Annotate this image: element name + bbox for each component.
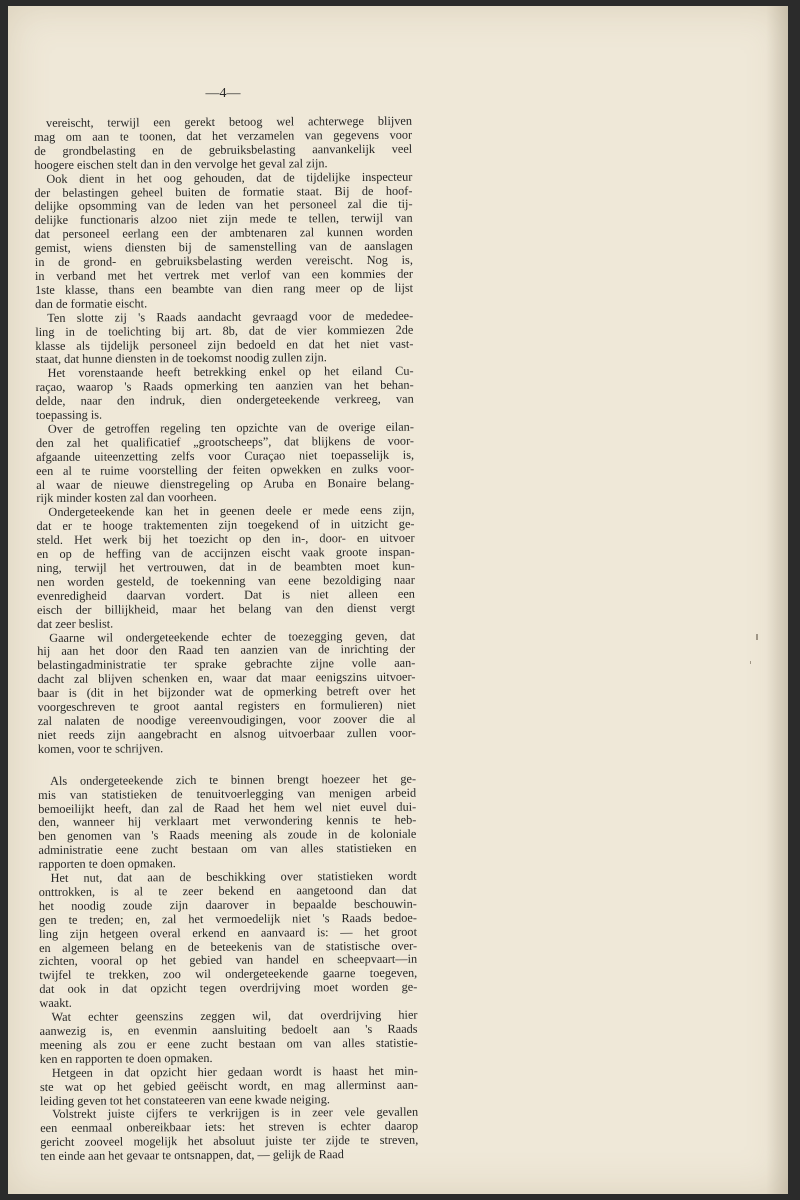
paragraph [39, 870, 418, 1011]
text-line: Hetgeen in dat opzicht hier gedaan wordt is haast het min- [51, 1063, 418, 1080]
text-line: meening als zou er eene zucht bestaan om van alles statistie- [39, 1035, 418, 1052]
text-line: Over de getroffen regeling ten opzichte van de overige eilan- [47, 419, 414, 436]
text-line: niet reeds zijn aangebracht en alsnog uitvoerbaar zullen voor- [37, 725, 416, 742]
text-line: gemist, wiens diensten bij de samenstelling van de aanslagen [34, 238, 413, 256]
text-line: Het vorenstaande heeft betrekking enkel op het eiland Cu- [47, 363, 414, 381]
text-line: hoogere eischen stelt dan in den vervolge het geval zal zijn. [34, 155, 328, 172]
text-line: Als ondergeteekende zich te binnen brengt hoezeer het ge- [50, 771, 417, 788]
text-line: zal nalaten de noodige vereenvoudigingen, voor zoover die al [37, 711, 416, 728]
text-line: bemoeilijkt heeft, dan zal de Raad het hem wel niet euvel dui- [38, 799, 417, 816]
text-line: eisch der billijkheid, maar het belang van den dienst vergt [36, 600, 416, 617]
text-line: gen te treden; en, zal het vermoedelijk niet 's Raads bedoe- [38, 910, 417, 927]
text-line: nen worden gesteld, de toekenning van eene bezoldiging naar [36, 572, 415, 589]
paragraph [36, 365, 414, 423]
text-line: en algemeen belang en de beteekenis van de statistische over- [39, 938, 418, 955]
text-line: afgaande uiteenzetting zelfs voor Curaçao niet toepasselijk is, [36, 447, 415, 464]
text-line: rijk minder kosten zal dan voorheen. [36, 490, 217, 506]
text-line: Het nut, dat aan de beschikking over statistieken wordt [50, 868, 417, 885]
text-line: komen, voor te schrijven. [37, 741, 164, 756]
text-line: een al te ruime voorstelling der feiten opwekken en zulks voor- [36, 461, 415, 478]
text-line: een eenmaal onbereikbaar iets: het streven is echter daarop [40, 1119, 419, 1136]
text-line: delijke opsomming van de leden van het personeel zal die tij- [34, 197, 413, 214]
text-line: dan de formatie eischt. [35, 296, 148, 311]
paragraph [37, 629, 416, 756]
text-line: het noodig zoude zijn daarover in bepaalde beschouwin- [38, 896, 417, 913]
page-edge-shadow [766, 6, 788, 1194]
text-line: ben genomen van 's Raads meening als zoude in de koloniale [38, 826, 417, 844]
text-line: evenredigheid daarvan vordert. Dat is niet alleen een [36, 586, 415, 603]
text-line: ste wat op het gebied geëischt wordt, en mag allerminst aan- [39, 1077, 418, 1094]
text-line: mis van statistieken de tenuitvoerlegging van menigen arbeid [38, 785, 417, 802]
paragraph [34, 115, 412, 173]
paragraph [34, 170, 413, 311]
text-line: dat zeer beslist. [37, 616, 114, 631]
text-line: ken en rapporten te doen opmaken. [39, 1050, 213, 1066]
text-line: dat er te hooge traktementen zijn toegekend of in uitzicht ge- [36, 516, 415, 534]
document-page [8, 6, 788, 1194]
text-line: in de grond- en gebruiksbelasting werden vereischt. Nog is, [34, 252, 413, 270]
text-line: belastingadministratie ter sprake gebrachte zijne volle aan- [37, 656, 416, 673]
text-line: delde, naar den indruk, dien ondergeteekende verkreeg, van [35, 391, 414, 409]
text-line: dacht zal blijven schenken en, waar dat maar eenigszins uitvoer- [37, 669, 416, 687]
text-line: der belastingen geheel buiten de formatie staat. Bij de hoof- [34, 183, 413, 200]
text-line: Wat echter geenszins zeggen wil, dat overdrijving hier [51, 1007, 418, 1025]
text-line: Gaarne wil ondergeteekende echter de toezegging geven, dat [49, 628, 416, 645]
text-line: ning, terwijl het vertrouwen, dat in de beambten moet kun- [36, 558, 415, 575]
text-line: den, wanneer hij verklaart met verwondering kennis te heb- [38, 813, 417, 830]
paragraph [35, 309, 413, 367]
text-line: aanwezig is, en evenmin aansluiting bedoelt aan 's Raads [39, 1021, 418, 1038]
text-line: hij aan het door den Raad ten aanzien van de inrichting der [37, 642, 416, 659]
text-line: Volstrekt juiste cijfers te verkrijgen is in zeer vele gevallen [52, 1105, 419, 1122]
text-line: zichten, vooral op het gebied van handel en scheepvaart—in [39, 952, 418, 969]
text-line: onttrokken, is al te zeer bekend en aangetoond dan dat [38, 882, 417, 899]
text-line: Ten slotte zij 's Raads aandacht gevraagd voor de mededee- [47, 308, 414, 325]
text-line: en op de heffing van de accijnzen eischt vaak groote inspan- [36, 544, 415, 562]
text-line: mag om aan te toonen, dat het verzamelen van gegevens voor [34, 127, 413, 144]
text-line: leiding geven tot het constateeren van eene kwade neiging. [39, 1091, 330, 1108]
paragraph [40, 1064, 418, 1108]
text-line: den zal het qualificatief „grootscheeps”, dat blijkens de voor- [35, 433, 415, 450]
text-line: Ook dient in het oog gehouden, dat de tijdelijke inspecteur [46, 169, 413, 186]
text-line: twijfel te trekken, zoo wil ondergeteekende gaarne toegeven, [39, 966, 418, 983]
text-line: ling in de toelichting bij art. 8b, dat de vier kommiezen 2de [35, 322, 414, 339]
text-line: waakt. [39, 995, 72, 1011]
text-line: ling zijn hetgeen overal erkend en aanvaard is: — het groot [38, 924, 418, 941]
paper-speck [750, 661, 751, 664]
text-line: 1ste klasse, thans een beambte van dien rang meer op de lijst [35, 280, 414, 297]
text-line: raçao, waarop 's Raads opmerking ten aanzien van het behan- [35, 377, 414, 395]
text-line: klasse als tijdelijk personeel zijn bedoeld en dat het niet vast- [35, 336, 414, 353]
text-line: in verband met het vertrek met verlof van een kommies der [34, 266, 414, 283]
paragraph [36, 504, 415, 631]
text-line: toepassing is. [35, 407, 103, 423]
text-line: staat, dat hunne diensten in de toekomst noodig zullen zijn. [35, 350, 327, 367]
text-line: administratie eene zucht bestaan om van alles statistieken en [38, 840, 417, 858]
text-line: rapporten te doen opmaken. [38, 856, 176, 872]
paragraph [39, 1009, 417, 1067]
text-line: voorgeschreven te groot aantal registers en formulieren) niet [37, 697, 416, 715]
paper-speck [756, 634, 758, 640]
text-line: delijke functionaris alzoo niet zijn mede te tellen, terwijl van [34, 211, 413, 228]
paragraph [40, 1106, 418, 1164]
text-column [34, 115, 418, 1164]
text-line: ten einde aan het gevaar te ontsnappen, dat, — gelijk de Raad [40, 1147, 344, 1164]
paragraph [38, 772, 417, 872]
text-line: gericht zooveel mogelijk het absoluut juiste ter zijde te streven, [40, 1132, 419, 1150]
text-line: al waar de nieuwe dienstregeling op Aruba en Bonaire belang- [36, 475, 415, 492]
text-line: Ondergeteekende kan het in geenen deele er mede eens zijn, [48, 503, 415, 520]
page-number: —4— [205, 86, 241, 101]
text-line: dat ook in dat opzicht tegen overdrijving moet worden ge- [39, 979, 418, 997]
text-line: baar is (dit in het bijzonder wat de opmerking betreft over het [37, 683, 416, 701]
text-line: dat personeel eerlang een der ambtenaren zal kunnen worden [34, 224, 413, 242]
text-line: vereischt, terwijl een gerekt betoog wel achterwege blijven [45, 113, 413, 130]
text-line: de grondbelasting en de gebruiksbelasting aanvankelijk veel [34, 141, 413, 158]
text-line: steld. Het werk bij het toezicht op den in-, door- en uitvoer [36, 530, 415, 548]
paragraph [36, 421, 415, 507]
